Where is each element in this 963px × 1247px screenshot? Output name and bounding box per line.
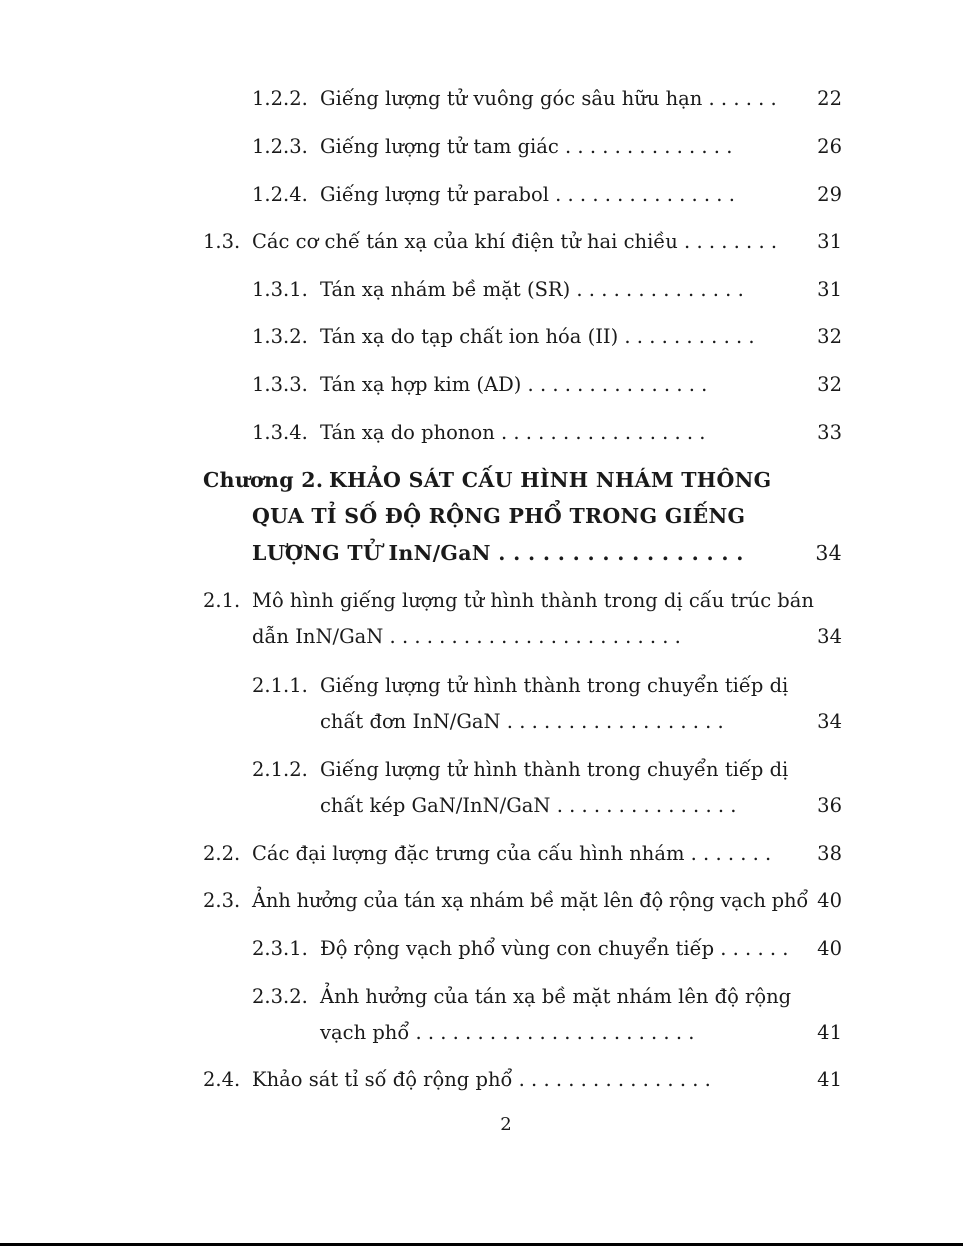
page-footer-number: 2	[500, 1114, 512, 1135]
toc-page-number: 34	[815, 541, 842, 565]
toc-page-number: 31	[817, 278, 842, 301]
toc-chapter-title-line-2: QUA TỈ SỐ ĐỘ RỘNG PHỔ TRONG GIẾNG	[252, 504, 746, 528]
toc-number: 1.3.	[203, 230, 241, 253]
toc-entry-2-1-1[interactable]	[252, 668, 842, 742]
toc-chapter-title-line-1: KHẢO SÁT CẤU HÌNH NHÁM THÔNG	[329, 468, 772, 492]
toc-page-number: 26	[817, 135, 842, 158]
page-bottom-border	[0, 1243, 963, 1246]
toc-title: Tán xạ do phonon . . . . . . . . . . . . . . . . .	[320, 421, 706, 444]
toc-title-line-2: chất đơn InN/GaN . . . . . . . . . . . . . . . . . .	[320, 710, 724, 733]
toc-number: 1.3.3.	[252, 373, 308, 396]
toc-entry-2-2[interactable]	[203, 836, 842, 872]
toc-page-number: 41	[817, 1021, 842, 1044]
toc-title: Tán xạ hợp kim (AD) . . . . . . . . . . . . . . .	[320, 373, 708, 396]
toc-page-number: 22	[817, 87, 842, 110]
toc-page-number: 29	[817, 183, 842, 206]
toc-title: Giếng lượng tử parabol . . . . . . . . . . . . . . .	[320, 183, 735, 206]
toc-page-number: 34	[817, 625, 842, 648]
toc-number: 2.1.1.	[252, 674, 308, 697]
toc-entry-1-3[interactable]	[203, 224, 842, 260]
toc-number: 1.3.4.	[252, 421, 308, 444]
toc-number: 1.3.2.	[252, 325, 308, 348]
toc-entry-1-3-1[interactable]	[252, 272, 842, 308]
toc-entry-1-2-3[interactable]	[252, 129, 842, 165]
toc-page-number: 32	[817, 325, 842, 348]
toc-chapter-2[interactable]	[203, 462, 842, 572]
toc-title-line-2: chất kép GaN/InN/GaN . . . . . . . . . . . . . . .	[320, 794, 737, 817]
toc-page-number: 41	[817, 1068, 842, 1091]
toc-number: 1.2.4.	[252, 183, 308, 206]
toc-title: Tán xạ do tạp chất ion hóa (II) . . . . . . . . . . .	[320, 325, 755, 348]
toc-title-line-2: vạch phổ . . . . . . . . . . . . . . . . . . . . . . .	[320, 1021, 695, 1044]
toc-page-number: 31	[817, 230, 842, 253]
toc-title: Các đại lượng đặc trưng của cấu hình nhám . . . . . . .	[252, 842, 772, 865]
toc-number: 1.3.1.	[252, 278, 308, 301]
toc-page-number: 40	[817, 889, 842, 912]
toc-title-line-2: dẫn InN/GaN . . . . . . . . . . . . . . . . . . . . . . . .	[252, 625, 681, 648]
toc-title: Ảnh hưởng của tán xạ nhám bề mặt lên độ rộng vạch phổ	[252, 889, 809, 912]
toc-title-line-1: Giếng lượng tử hình thành trong chuyển tiếp dị	[320, 674, 789, 697]
toc-entry-2-4[interactable]	[203, 1062, 842, 1098]
toc-entry-2-3-1[interactable]	[252, 931, 842, 967]
toc-page-number: 38	[817, 842, 842, 865]
toc-number: 2.4.	[203, 1068, 241, 1091]
toc-title-line-1: Mô hình giếng lượng tử hình thành trong dị cấu trúc bán	[252, 589, 814, 612]
toc-entry-1-3-2[interactable]	[252, 319, 842, 355]
toc-entry-1-2-4[interactable]	[252, 177, 842, 213]
toc-title: Tán xạ nhám bề mặt (SR) . . . . . . . . . . . . . .	[320, 278, 744, 301]
toc-number: 2.1.	[203, 589, 241, 612]
toc-entry-2-1[interactable]	[203, 583, 842, 657]
toc-page-number: 32	[817, 373, 842, 396]
toc-title: Giếng lượng tử vuông góc sâu hữu hạn . . . . . .	[320, 87, 777, 110]
toc-entry-2-3[interactable]	[203, 883, 842, 919]
toc-page-number: 36	[817, 794, 842, 817]
toc-number: 2.3.1.	[252, 937, 308, 960]
toc-title: Khảo sát tỉ số độ rộng phổ . . . . . . . . . . . . . . . .	[252, 1068, 711, 1091]
toc-number: 2.3.2.	[252, 985, 308, 1008]
toc-number: 2.3.	[203, 889, 241, 912]
toc-entry-1-3-4[interactable]	[252, 415, 842, 451]
toc-number: 1.2.3.	[252, 135, 308, 158]
toc-title-line-1: Giếng lượng tử hình thành trong chuyển tiếp dị	[320, 758, 789, 781]
toc-entry-2-1-2[interactable]	[252, 752, 842, 826]
toc-page-number: 34	[817, 710, 842, 733]
toc-title: Các cơ chế tán xạ của khí điện tử hai chiều . . . . . . . .	[252, 230, 778, 253]
toc-entry-2-3-2[interactable]	[252, 979, 842, 1053]
toc-title-line-1: Ảnh hưởng của tán xạ bề mặt nhám lên độ rộng	[320, 985, 792, 1008]
toc-entry-1-2-2[interactable]	[252, 81, 842, 117]
toc-number: 2.2.	[203, 842, 241, 865]
toc-number: 2.1.2.	[252, 758, 308, 781]
toc-page-number: 40	[817, 937, 842, 960]
toc-chapter-number: Chương 2.	[203, 468, 324, 492]
toc-chapter-title-line-3: LƯỢNG TỬ InN/GaN . . . . . . . . . . . . . . . . .	[252, 541, 744, 565]
toc-entry-1-3-3[interactable]	[252, 367, 842, 403]
toc-title: Độ rộng vạch phổ vùng con chuyển tiếp . . . . . .	[320, 937, 789, 960]
toc-page-number: 33	[817, 421, 842, 444]
toc-title: Giếng lượng tử tam giác . . . . . . . . . . . . . .	[320, 135, 733, 158]
toc-number: 1.2.2.	[252, 87, 308, 110]
